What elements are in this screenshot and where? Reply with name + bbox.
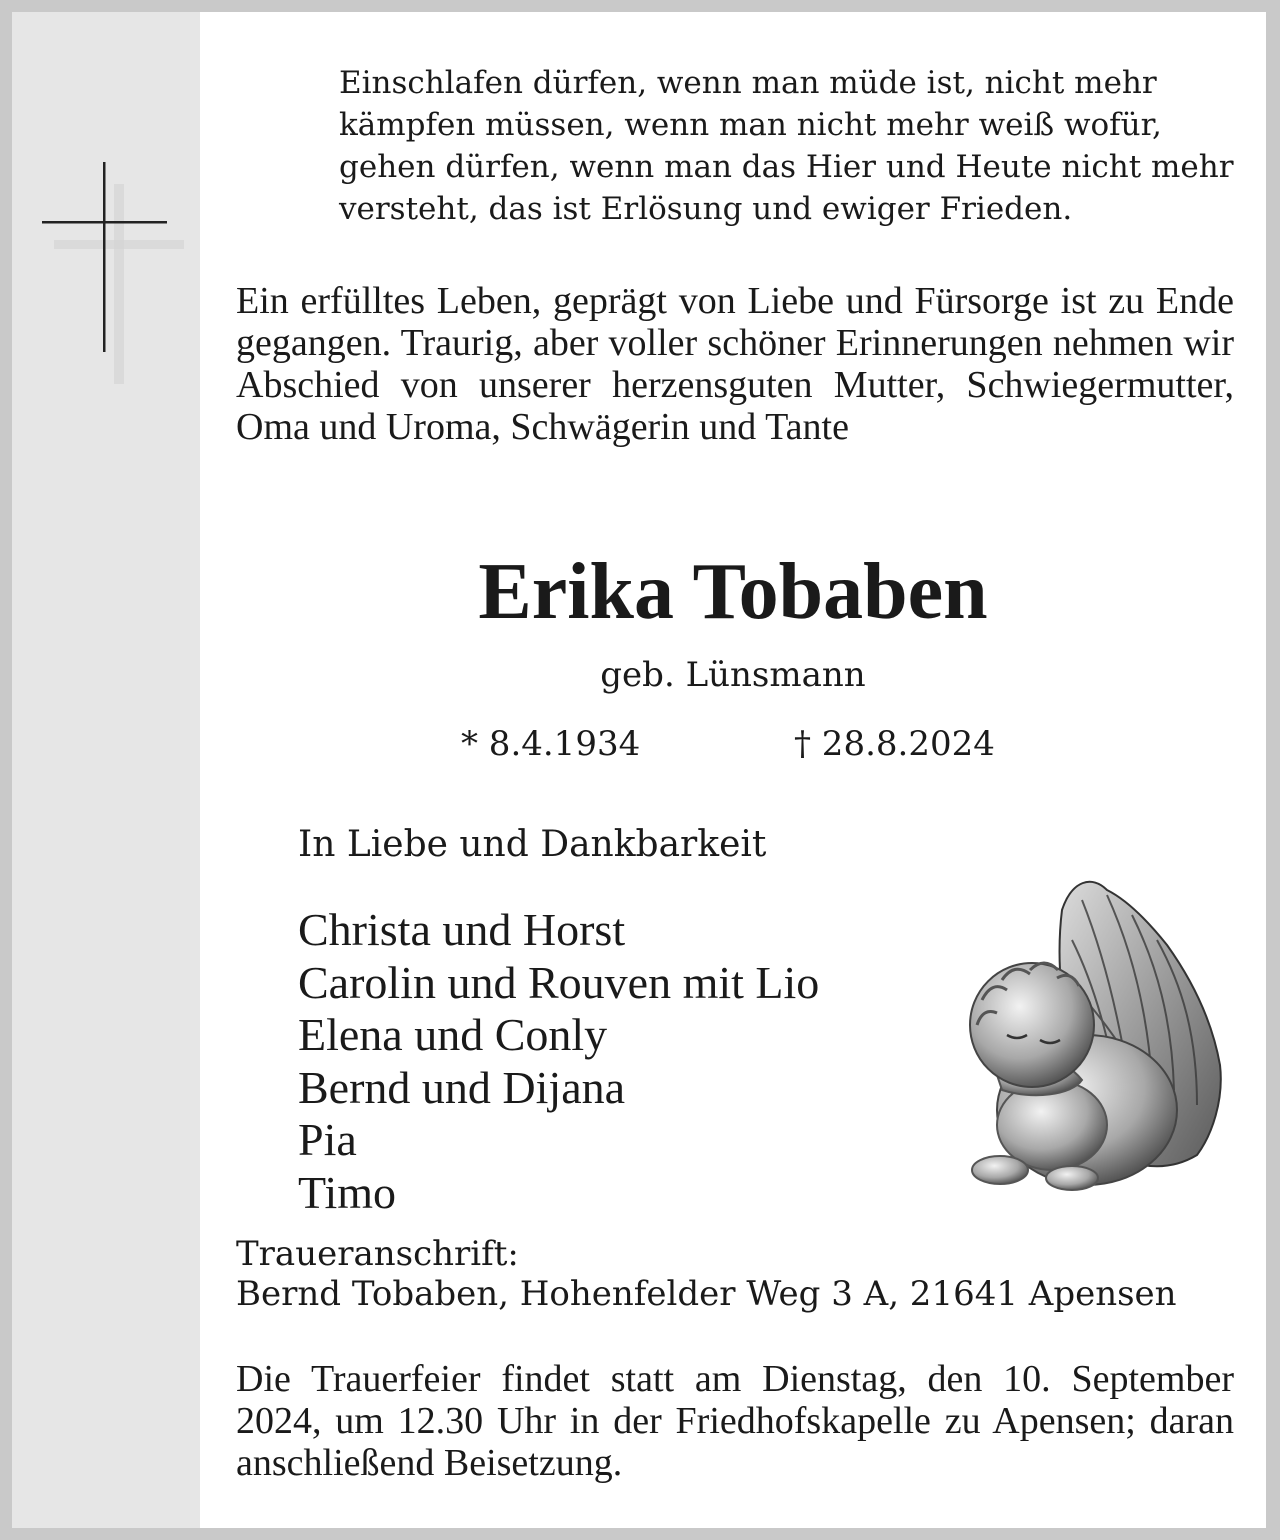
family-member: Carolin und Rouven mit Lio: [298, 956, 820, 1008]
deceased-name: Erika Tobaben: [478, 548, 988, 636]
family-list: [298, 904, 819, 1219]
thanks-line: In Liebe und Dankbarkeit: [298, 824, 767, 865]
birth-date: * 8.4.1934: [461, 724, 641, 764]
death-date: † 28.8.2024: [794, 724, 995, 764]
family-member: Timo: [298, 1166, 397, 1218]
service-text: Die Trauerfeier findet statt am Dienstag, den 10. September 2024, um 12.30 Uhr in der Friedhofskapelle zu Apensen; daran anschließend Beisetzung.: [236, 1358, 1234, 1484]
family-member: Bernd und Dijana: [298, 1061, 626, 1113]
maiden-name: geb. Lünsmann: [600, 655, 866, 695]
poem: Einschlafen dürfen, wenn man müde ist, nicht mehr kämpfen müssen, wenn man nicht mehr weiß wofür, gehen dürfen, wenn man das Hier und Heute nicht mehr versteht, das ist Erlösung und ewiger Frieden.: [339, 65, 1234, 227]
family-member: Elena und Conly: [298, 1009, 608, 1060]
angel-figure: [912, 870, 1232, 1225]
family-member: Christa und Horst: [298, 904, 626, 955]
obituary-notice: [12, 12, 1266, 1528]
address-label: Traueranschrift:: [236, 1234, 519, 1274]
address-text: Bernd Tobaben, Hohenfelder Weg 3 A, 21641 Apensen: [236, 1274, 1177, 1314]
family-member: Pia: [298, 1114, 357, 1165]
cross-icon: [40, 162, 190, 392]
intro-text: Ein erfülltes Leben, geprägt von Liebe und Fürsorge ist zu Ende gegangen. Traurig, aber voller schöner Erinnerungen nehmen wir Abschied von unserer herzensguten Mutter, Schwiegermutter, Oma und Uroma, Schwägerin und Tante: [236, 280, 1234, 448]
